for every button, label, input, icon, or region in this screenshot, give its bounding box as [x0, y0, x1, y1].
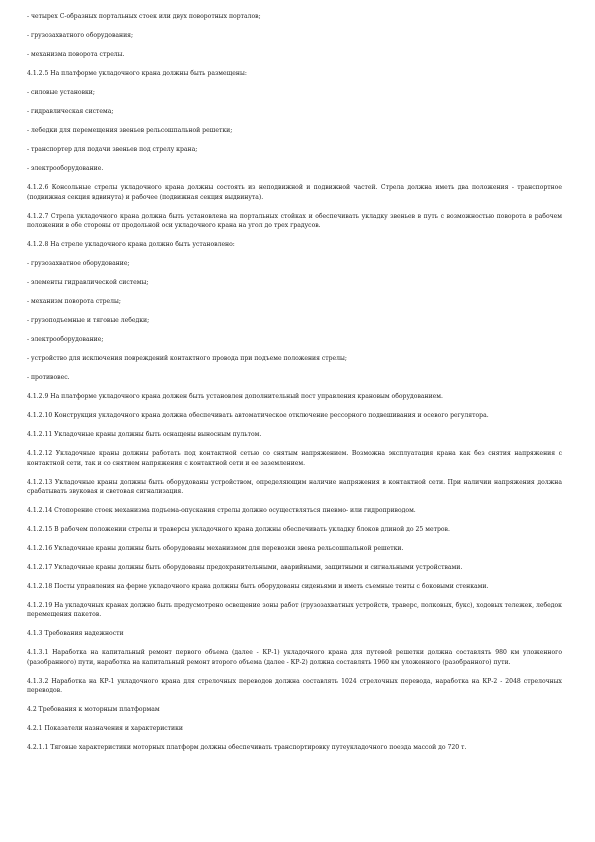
paragraph: 4.2.1.1 Тяговые характеристики моторных платформ должны обеспечивать транспортировку путеукладочного поезда массой до 720 т. [27, 744, 467, 752]
paragraph: 4.1.2.5 На платформе укладочного крана должны быть размещены: [27, 70, 247, 78]
paragraph: - механизм поворота стрелы; [27, 298, 121, 306]
paragraph: 4.2 Требования к моторным платформам [27, 705, 160, 713]
paragraph: - противовес. [27, 374, 70, 382]
paragraph: 4.1.2.18 Посты управления на ферме укладочного крана должны быть оборудованы сиденьями и иметь съемные тенты с боковыми стенками. [27, 583, 489, 591]
document-page [27, 12, 562, 762]
paragraph: 4.1.2.15 В рабочем положении стрелы и траверсы укладочного крана должны обеспечивать укладку блоков длиной до 25 метров. [27, 525, 450, 533]
paragraph: 4.1.2.12 Укладочные краны должны работать под контактной сетью со снятым напряжением. Возможна эксплуатация крана как без снятия напряжения с контактной сети, так и со снятием напряжения с контактной сети и ее заземлением. [27, 450, 562, 467]
paragraph: - грузозахватное оборудование; [27, 259, 130, 267]
paragraph: 4.1.2.13 Укладочные краны должны быть оборудованы устройством, определяющим наличие напряжения в контактной сети. При наличии напряжения должна срабатывать звуковая и световая сигнализация. [27, 478, 562, 495]
paragraph: 4.1.3 Требования надежности [27, 630, 124, 638]
paragraph: - гидравлическая система; [27, 108, 114, 116]
paragraph: - лебедки для перемещения звеньев рельсошпальной решетки; [27, 127, 233, 135]
paragraph: 4.1.2.14 Стопорение стоек механизма подъема-опускания стрелы должно осуществляться пневмо- или гидроприводом. [27, 506, 416, 514]
paragraph: - механизма поворота стрелы. [27, 51, 125, 59]
paragraph: - транспортер для подачи звеньев под стрелу крана; [27, 146, 198, 154]
paragraph: - четырех С-образных портальных стоек или двух поворотных порталов; [27, 13, 261, 20]
paragraph: - элементы гидравлической системы; [27, 279, 149, 287]
paragraph: 4.2.1 Показатели назначения и характеристики [27, 725, 183, 733]
paragraph: 4.1.2.17 Укладочные краны должны быть оборудованы предохранительными, аварийными, защитными и сигнальными устройствами. [27, 564, 463, 572]
paragraph: - устройство для исключения повреждений контактного провода при подъеме положения стрелы; [27, 355, 347, 363]
paragraph: 4.1.2.11 Укладочные краны должны быть оснащены выносным пультом. [27, 431, 262, 439]
paragraph: 4.1.2.8 На стреле укладочного крана должно быть установлено: [27, 240, 235, 248]
paragraph: 4.1.2.7 Стрела укладочного крана должна быть установлена на портальных стойках и обеспечивать укладку звеньев в путь с возможностью поворота в рабочем положении в обе стороны от продольной оси укладочного крана на угол до трех градусов. [27, 212, 562, 229]
paragraph: 4.1.2.9 На платформе укладочного крана должен быть установлен дополнительный пост управления крановым оборудованием. [27, 393, 443, 401]
paragraph: 4.1.2.16 Укладочные краны должны быть оборудованы механизмом для перевозки звена рельсошпальной решетки. [27, 545, 404, 553]
paragraph: 4.1.2.19 На укладочных кранах должно быть предусмотрено освещение зоны работ (грузозахватных устройств, траверс, полковых, букс), ходовых тележек, лебедок перемещения пакетов. [27, 602, 562, 619]
paragraph: 4.1.3.1 Наработка на капитальный ремонт первого объема (далее - КР-1) укладочного крана для путевой решетки должна составлять 980 км уложенного (разобранного) пути, наработка на капитальный ремонт второго объема (далее - КР-2) должна составлять 1960 км уложенного (разобранного) пути. [27, 649, 562, 666]
paragraph: - грузозахватного оборудования; [27, 32, 134, 40]
paragraph: 4.1.3.2 Наработка на КР-1 укладочного крана для стрелочных переводов должна составлять 1024 стрелочных перевода, наработка на КР-2 - 2048 стрелочных переводов. [27, 677, 562, 694]
paragraph: - электрооборудование; [27, 336, 104, 344]
paragraph: 4.1.2.10 Конструкция укладочного крана должна обеспечивать автоматическое отключение рессорного подвешивания и осевого регулятора. [27, 412, 489, 420]
paragraph: - силовые установки; [27, 89, 95, 97]
paragraph: 4.1.2.6 Консольные стрелы укладочного крана должны состоять из неподвижной и подвижной частей. Стрела должна иметь два положения - транспортное (подвижная секция вдвинута) и рабочее (подвижная секция выдвинута). [27, 184, 562, 201]
paragraph: - электрооборудование. [27, 165, 104, 173]
paragraph: - грузоподъемные и тяговые лебедки; [27, 317, 150, 325]
